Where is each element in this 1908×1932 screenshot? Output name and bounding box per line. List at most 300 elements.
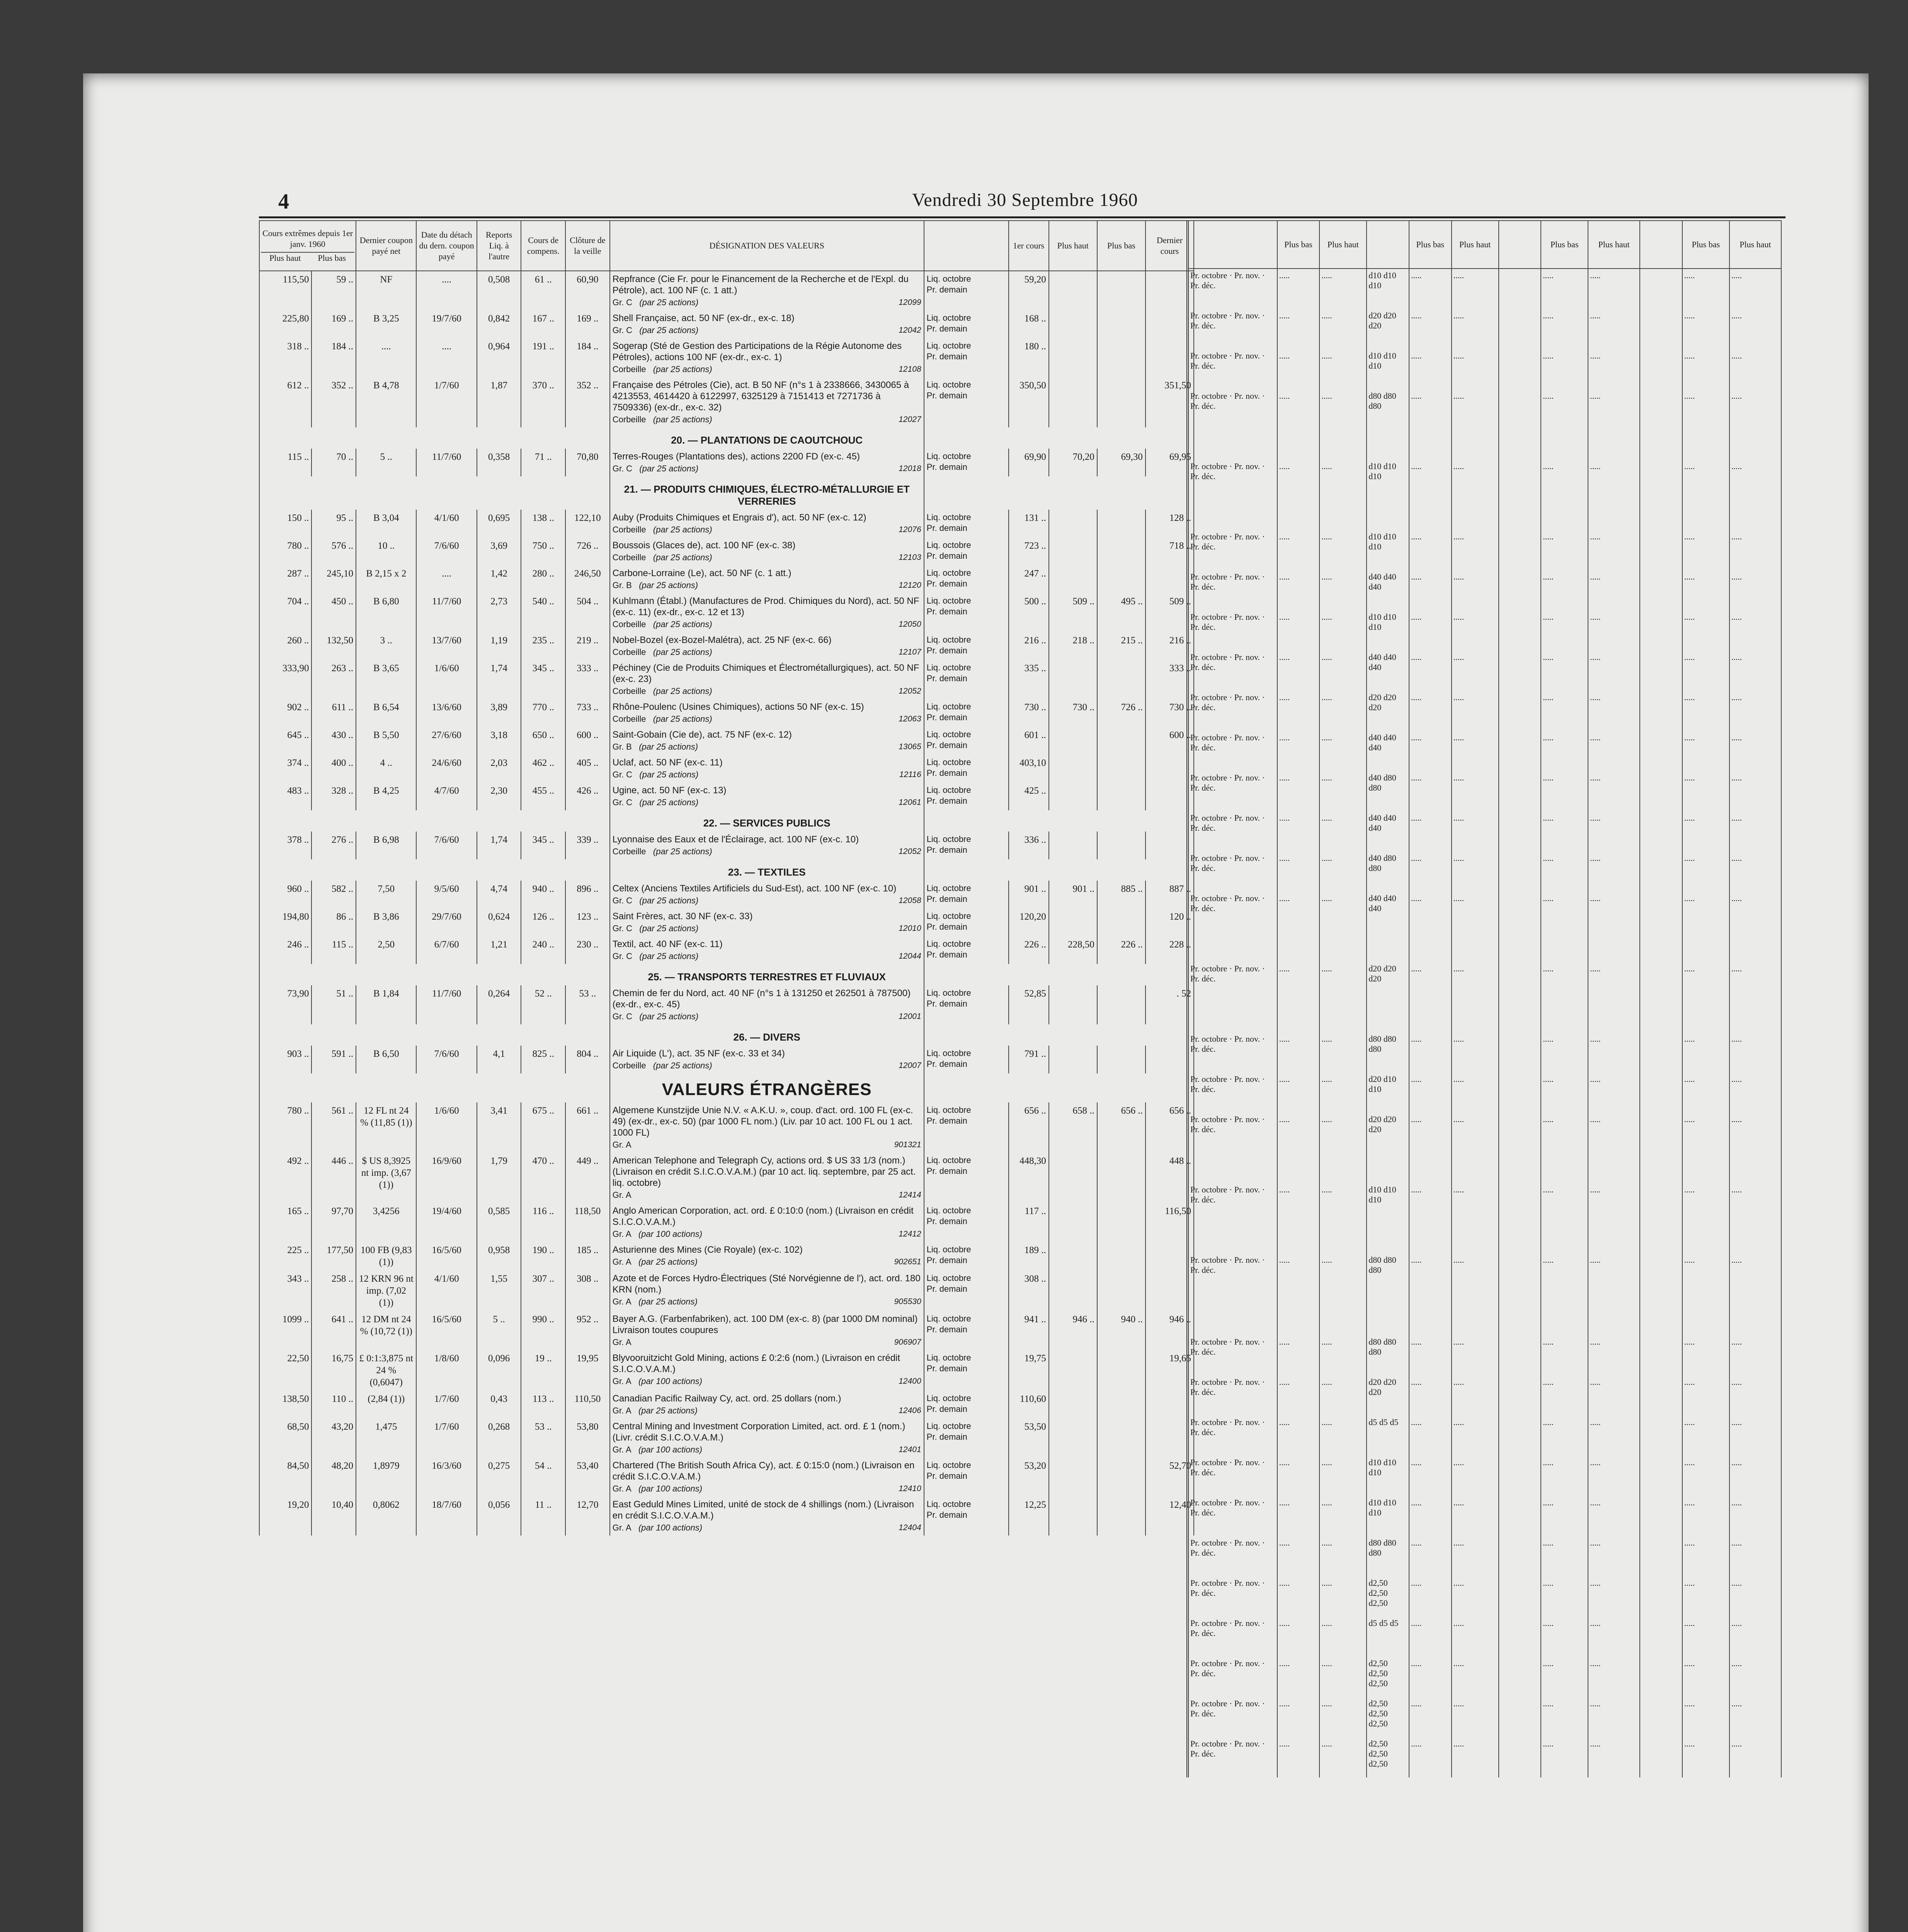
cell-liquidation: Liq. octobre Pr. demain — [924, 832, 1009, 859]
cell-opt — [1499, 731, 1541, 771]
market-line — [613, 1522, 921, 1533]
options-row — [1188, 1536, 1781, 1577]
section-title-row — [259, 476, 1194, 510]
cell-opt — [1499, 1416, 1541, 1456]
cell-date: 16/3/60 — [416, 1458, 477, 1497]
options-row — [1188, 852, 1781, 892]
cell-prime: d40 d40 d40 — [1367, 731, 1409, 771]
cell-compens: 940 .. — [521, 881, 565, 908]
cell-opt: ..... — [1409, 570, 1452, 611]
cell-mois: Pr. octobre · Pr. nov. · Pr. déc. — [1188, 1657, 1277, 1697]
options-row — [1188, 349, 1781, 389]
cell-cloture: 19,95 — [565, 1350, 610, 1391]
cell-plus-haut: 115 .. — [259, 449, 311, 476]
cell-plus-bas-jour — [1097, 1497, 1145, 1536]
market-line — [613, 846, 921, 857]
options-row — [1188, 1073, 1781, 1113]
cell-plus-bas-jour: 495 .. — [1097, 593, 1145, 632]
security-name: Lyonnaise des Eaux et de l'Éclairage, act. 100 NF (ex-c. 10) — [612, 834, 859, 845]
cell-compens: 770 .. — [521, 699, 565, 727]
cell-plus-bas-jour — [1097, 565, 1145, 593]
table-row — [259, 1270, 1194, 1311]
cell-opt — [1640, 530, 1682, 570]
cell-plus-bas-jour — [1097, 1242, 1145, 1270]
cell-plus-haut-jour — [1049, 1242, 1097, 1270]
cell-opt: ..... — [1682, 1376, 1729, 1416]
cell-plus-haut-jour: 946 .. — [1049, 1311, 1097, 1350]
cell-mois: Pr. octobre · Pr. nov. · Pr. déc. — [1188, 1617, 1277, 1657]
cell-opt: ..... — [1682, 1657, 1729, 1697]
cell-opt: ..... — [1729, 570, 1781, 611]
cell-plus-haut-jour — [1049, 660, 1097, 699]
opt-col-prime-1 — [1367, 221, 1409, 269]
cell-liquidation: Liq. octobre Pr. demain — [924, 1311, 1009, 1350]
cell-report: 2,73 — [477, 593, 521, 632]
lot-size: (par 25 actions) — [653, 847, 712, 856]
cell-opt — [1499, 811, 1541, 852]
cell-opt: ..... — [1682, 269, 1729, 309]
cell-date: 11/7/60 — [416, 985, 477, 1024]
security-code: 12414 — [899, 1190, 921, 1199]
market-group: Gr. A — [612, 1445, 631, 1454]
cell-opt: ..... — [1277, 1496, 1320, 1536]
market-line — [613, 1228, 921, 1240]
security-name: Azote et de Forces Hydro-Électriques (Sté Norvégienne de l'), act. ord. 180 KRN (nom.) — [612, 1273, 921, 1295]
cell-compens: 470 .. — [521, 1153, 565, 1203]
cell-designation — [610, 699, 924, 727]
cell-plus-bas: 48,20 — [311, 1458, 356, 1497]
security-name: Française des Pétroles (Cie), act. B 50 NF (n°s 1 à 2338666, 3430065 à 4213553, 4614420 à 6122997, 6325129 à 7151413 et 7271736 à 7509336) (ex-dr., ex-c. 32) — [612, 380, 909, 413]
cell-opt: ..... — [1541, 1496, 1588, 1536]
market-line — [613, 524, 921, 535]
cell-opt: ..... — [1277, 1536, 1320, 1577]
cell-cloture: 952 .. — [565, 1311, 610, 1350]
cell-designation — [610, 936, 924, 964]
cell-plus-bas: 86 .. — [311, 908, 356, 936]
lot-size: (par 100 actions) — [638, 1229, 703, 1239]
section-title: 26. — DIVERS — [610, 1024, 924, 1046]
cell-prime: d10 d10 d10 — [1367, 1456, 1409, 1496]
cell-opt: ..... — [1277, 1456, 1320, 1496]
cell-cloture: 53,80 — [565, 1418, 610, 1458]
cell-dernier-cours: 19,65 — [1145, 1350, 1194, 1391]
cell-plus-bas-jour — [1097, 727, 1145, 755]
cell-plus-bas: 450 .. — [311, 593, 356, 632]
cell-plus-haut-jour — [1049, 310, 1097, 338]
cell-opt: ..... — [1588, 530, 1640, 570]
cell-opt: ..... — [1541, 1376, 1588, 1416]
cell-opt: ..... — [1409, 691, 1452, 731]
market-group: Corbeille — [612, 847, 646, 856]
cell-opt: ..... — [1588, 349, 1640, 389]
cell-opt: ..... — [1319, 1183, 1367, 1223]
cell-plus-bas-jour — [1097, 1046, 1145, 1073]
lot-size: (par 25 actions) — [653, 647, 712, 657]
cell-plus-bas-jour — [1097, 985, 1145, 1024]
market-group: Gr. C — [612, 298, 633, 307]
cell-cloture: 110,50 — [565, 1391, 610, 1418]
cell-dernier-cours: 509 .. — [1145, 593, 1194, 632]
cell-plus-bas: 10,40 — [311, 1497, 356, 1536]
cell-liquidation: Liq. octobre Pr. demain — [924, 936, 1009, 964]
cell-dernier-cours: 600 .. — [1145, 727, 1194, 755]
cell-cloture: 352 .. — [565, 377, 610, 427]
cell-prime: d80 d80 d80 — [1367, 1536, 1409, 1577]
cell-opt: ..... — [1452, 269, 1499, 309]
cell-opt: ..... — [1277, 892, 1320, 932]
cell-designation — [610, 782, 924, 810]
cell-prime: d20 d10 d10 — [1367, 1073, 1409, 1113]
cell-opt: ..... — [1729, 1617, 1781, 1657]
cell-opt — [1640, 1335, 1682, 1376]
cell-opt: ..... — [1588, 460, 1640, 500]
cell-opt — [1640, 811, 1682, 852]
security-code: 12044 — [899, 952, 921, 961]
security-code: 12018 — [899, 464, 921, 473]
cell-opt: ..... — [1319, 651, 1367, 691]
table-row — [259, 782, 1194, 810]
cell-premier-cours: 656 .. — [1009, 1102, 1049, 1153]
cell-opt: ..... — [1541, 651, 1588, 691]
cell-date: 7/6/60 — [416, 537, 477, 565]
market-line — [613, 895, 921, 906]
cell-plus-haut-jour: 509 .. — [1049, 593, 1097, 632]
cell-opt: ..... — [1729, 1376, 1781, 1416]
opt-col-bas-2: Plus bas — [1409, 221, 1452, 269]
market-line — [613, 580, 921, 591]
cell-plus-bas: 276 .. — [311, 832, 356, 859]
cell-liquidation: Liq. octobre Pr. demain — [924, 1102, 1009, 1153]
security-code: 12027 — [899, 415, 921, 424]
cell-opt: ..... — [1319, 611, 1367, 651]
cell-report: 0,964 — [477, 338, 521, 377]
cell-plus-haut-jour — [1049, 1418, 1097, 1458]
cell-plus-haut-jour: 901 .. — [1049, 881, 1097, 908]
cell-compens: 190 .. — [521, 1242, 565, 1270]
cell-designation — [610, 755, 924, 782]
cell-plus-haut-jour: 730 .. — [1049, 699, 1097, 727]
cell-opt: ..... — [1409, 1577, 1452, 1617]
cell-opt: ..... — [1729, 892, 1781, 932]
cell-coupon: $ US 8,3925 nt imp. (3,67 (1)) — [356, 1153, 416, 1203]
options-row — [1188, 691, 1781, 731]
market-group: Corbeille — [612, 714, 646, 724]
cell-compens: 167 .. — [521, 310, 565, 338]
security-name: Repfrance (Cie Fr. pour le Financement de la Recherche et de l'Expl. du Pétrole), act. 100 NF (c. 1 att.) — [612, 274, 909, 296]
cell-plus-bas-jour — [1097, 1350, 1145, 1391]
cell-plus-haut: 333,90 — [259, 660, 311, 699]
opt-col-haut-4: Plus haut — [1729, 221, 1781, 269]
market-group: Corbeille — [612, 364, 646, 374]
cell-opt: ..... — [1682, 962, 1729, 1002]
cell-opt: ..... — [1729, 1697, 1781, 1737]
market-line — [613, 685, 921, 697]
cell-mois: Pr. octobre · Pr. nov. · Pr. déc. — [1188, 570, 1277, 611]
cell-cloture: 70,80 — [565, 449, 610, 476]
cell-plus-bas-jour: 885 .. — [1097, 881, 1145, 908]
lot-size: (par 25 actions) — [639, 951, 699, 961]
cell-opt: ..... — [1277, 1697, 1320, 1737]
cell-opt: ..... — [1409, 852, 1452, 892]
cell-liquidation: Liq. octobre Pr. demain — [924, 1391, 1009, 1418]
cell-opt: ..... — [1277, 1032, 1320, 1073]
cell-opt: ..... — [1588, 1536, 1640, 1577]
table-row — [259, 1418, 1194, 1458]
security-name: Uclaf, act. 50 NF (ex-c. 11) — [612, 757, 723, 768]
cell-opt: ..... — [1452, 460, 1499, 500]
cell-report: 0,43 — [477, 1391, 521, 1418]
cell-opt — [1640, 1657, 1682, 1697]
cell-opt: ..... — [1319, 1253, 1367, 1294]
cell-opt — [1640, 309, 1682, 349]
cell-opt: ..... — [1588, 1697, 1640, 1737]
cell-date: 6/7/60 — [416, 936, 477, 964]
options-row — [1188, 1416, 1781, 1456]
market-line — [613, 741, 921, 752]
lot-size: (par 100 actions) — [638, 1523, 703, 1532]
cell-designation — [610, 338, 924, 377]
cell-opt — [1499, 570, 1541, 611]
cell-report: 0,508 — [477, 271, 521, 310]
col-dernier-cours: Dernier cours — [1145, 221, 1194, 271]
cell-plus-haut: 165 .. — [259, 1203, 311, 1242]
cell-liquidation: Liq. octobre Pr. demain — [924, 1153, 1009, 1203]
cell-plus-haut-jour — [1049, 755, 1097, 782]
cell-coupon: 5 .. — [356, 449, 416, 476]
cell-opt — [1640, 1536, 1682, 1577]
cell-mois: Pr. octobre · Pr. nov. · Pr. déc. — [1188, 962, 1277, 1002]
security-code: 12401 — [899, 1445, 921, 1454]
cell-premier-cours: 730 .. — [1009, 699, 1049, 727]
cell-dernier-cours: 718 .. — [1145, 537, 1194, 565]
cell-plus-bas: 641 .. — [311, 1311, 356, 1350]
cell-plus-haut-jour — [1049, 1046, 1097, 1073]
cell-premier-cours: 131 .. — [1009, 510, 1049, 537]
cell-opt: ..... — [1409, 309, 1452, 349]
cell-premier-cours: 723 .. — [1009, 537, 1049, 565]
cell-plus-bas-jour — [1097, 377, 1145, 427]
cell-premier-cours: 52,85 — [1009, 985, 1049, 1024]
cell-opt: ..... — [1729, 530, 1781, 570]
market-group: Gr. C — [612, 770, 633, 779]
cell-opt: ..... — [1409, 1456, 1452, 1496]
cell-date: 4/1/60 — [416, 510, 477, 537]
market-group: Gr. C — [612, 325, 633, 335]
cell-opt: ..... — [1682, 1617, 1729, 1657]
cell-opt: ..... — [1277, 1253, 1320, 1294]
cell-opt: ..... — [1682, 1496, 1729, 1536]
cell-mois: Pr. octobre · Pr. nov. · Pr. déc. — [1188, 530, 1277, 570]
cell-mois: Pr. octobre · Pr. nov. · Pr. déc. — [1188, 611, 1277, 651]
cell-opt — [1499, 1113, 1541, 1153]
table-row — [259, 1153, 1194, 1203]
cell-report: 0,268 — [477, 1418, 521, 1458]
cell-prime: d20 d20 d20 — [1367, 309, 1409, 349]
cell-opt: ..... — [1277, 460, 1320, 500]
cell-opt: ..... — [1452, 1456, 1499, 1496]
cell-report: 1,74 — [477, 832, 521, 859]
section-title-row — [259, 1024, 1194, 1046]
cell-plus-haut: 492 .. — [259, 1153, 311, 1203]
security-name: Air Liquide (L'), act. 35 NF (ex-c. 33 et 34) — [612, 1048, 785, 1059]
cell-opt — [1499, 852, 1541, 892]
table-row — [259, 449, 1194, 476]
cell-opt: ..... — [1541, 1737, 1588, 1777]
lot-size: (par 25 actions) — [639, 325, 699, 335]
cell-plus-haut: 68,50 — [259, 1418, 311, 1458]
cell-liquidation: Liq. octobre Pr. demain — [924, 565, 1009, 593]
cell-plus-haut: 84,50 — [259, 1458, 311, 1497]
cell-opt: ..... — [1452, 1253, 1499, 1294]
cell-designation — [610, 271, 924, 310]
cell-opt — [1499, 1456, 1541, 1496]
cell-opt: ..... — [1409, 269, 1452, 309]
cell-opt: ..... — [1729, 962, 1781, 1002]
section-title: 21. — PRODUITS CHIMIQUES, ÉLECTRO-MÉTALLURGIE ET VERRERIES — [610, 476, 924, 510]
cell-opt: ..... — [1452, 1032, 1499, 1073]
cell-premier-cours: 59,20 — [1009, 271, 1049, 310]
cell-opt: ..... — [1541, 1335, 1588, 1376]
market-line — [613, 923, 921, 934]
cell-opt: ..... — [1409, 1657, 1452, 1697]
security-name: Sogerap (Sté de Gestion des Participations de la Régie Autonome des Pétroles), actions 100 NF (ex-dr., ex-c. 1) — [612, 341, 902, 362]
cell-opt: ..... — [1588, 611, 1640, 651]
cell-opt: ..... — [1682, 1183, 1729, 1223]
cell-plus-haut-jour — [1049, 338, 1097, 377]
cell-report: 3,41 — [477, 1102, 521, 1153]
cell-liquidation: Liq. octobre Pr. demain — [924, 727, 1009, 755]
cell-cloture: 333 .. — [565, 660, 610, 699]
cell-cloture: 661 .. — [565, 1102, 610, 1153]
cell-prime: d2,50 d2,50 d2,50 — [1367, 1657, 1409, 1697]
cell-compens: 61 .. — [521, 271, 565, 310]
section-title-row — [259, 427, 1194, 449]
cell-premier-cours: 189 .. — [1009, 1242, 1049, 1270]
cell-opt: ..... — [1588, 852, 1640, 892]
cell-plus-haut: 115,50 — [259, 271, 311, 310]
cell-date: 24/6/60 — [416, 755, 477, 782]
lot-size: (par 100 actions) — [638, 1484, 703, 1493]
cell-cloture: 185 .. — [565, 1242, 610, 1270]
cell-coupon: B 3,04 — [356, 510, 416, 537]
cell-opt — [1640, 1456, 1682, 1496]
cell-opt: ..... — [1682, 651, 1729, 691]
cell-mois: Pr. octobre · Pr. nov. · Pr. déc. — [1188, 811, 1277, 852]
cell-designation — [610, 310, 924, 338]
cell-premier-cours: 500 .. — [1009, 593, 1049, 632]
market-line — [613, 1444, 921, 1455]
cell-opt: ..... — [1409, 1335, 1452, 1376]
options-row — [1188, 731, 1781, 771]
cell-opt: ..... — [1452, 731, 1499, 771]
options-row — [1188, 1617, 1781, 1657]
cell-report: 0,275 — [477, 1458, 521, 1497]
cell-opt: ..... — [1588, 1577, 1640, 1617]
security-code: 902651 — [894, 1257, 921, 1266]
market-group: Gr. C — [612, 798, 633, 807]
cell-opt: ..... — [1541, 1456, 1588, 1496]
market-group: Corbeille — [612, 525, 646, 534]
cell-coupon: B 6,98 — [356, 832, 416, 859]
table-row — [259, 832, 1194, 859]
cell-liquidation: Liq. octobre Pr. demain — [924, 699, 1009, 727]
cell-plus-haut: 19,20 — [259, 1497, 311, 1536]
cell-opt: ..... — [1452, 611, 1499, 651]
cell-compens: 138 .. — [521, 510, 565, 537]
cell-opt: ..... — [1588, 389, 1640, 430]
cell-opt: ..... — [1729, 309, 1781, 349]
cell-mois: Pr. octobre · Pr. nov. · Pr. déc. — [1188, 1456, 1277, 1496]
cell-plus-bas: 561 .. — [311, 1102, 356, 1153]
cell-plus-bas-jour: 226 .. — [1097, 936, 1145, 964]
cell-coupon: B 2,15 x 2 — [356, 565, 416, 593]
cell-report: 0,695 — [477, 510, 521, 537]
options-row — [1188, 530, 1781, 570]
market-group: Gr. A — [612, 1523, 631, 1532]
cell-opt: ..... — [1682, 1737, 1729, 1777]
cell-opt — [1499, 530, 1541, 570]
cell-opt — [1640, 349, 1682, 389]
cell-mois: Pr. octobre · Pr. nov. · Pr. déc. — [1188, 1183, 1277, 1223]
cell-coupon: B 6,54 — [356, 699, 416, 727]
cell-prime: d40 d40 d40 — [1367, 811, 1409, 852]
cell-opt — [1499, 962, 1541, 1002]
cell-compens: 750 .. — [521, 537, 565, 565]
options-spacer-row — [1188, 932, 1781, 962]
cell-coupon: 4 .. — [356, 755, 416, 782]
cell-report: 3,69 — [477, 537, 521, 565]
market-line — [613, 769, 921, 780]
cell-liquidation: Liq. octobre Pr. demain — [924, 593, 1009, 632]
cell-opt — [1499, 892, 1541, 932]
col-cours-compens: Cours de compens. — [521, 221, 565, 271]
cell-plus-haut: 194,80 — [259, 908, 311, 936]
cell-opt: ..... — [1409, 1536, 1452, 1577]
cell-date: 11/7/60 — [416, 449, 477, 476]
cell-designation — [610, 985, 924, 1024]
security-code: 12050 — [899, 620, 921, 629]
opt-col-haut-1: Plus haut — [1319, 221, 1367, 269]
cell-designation — [610, 593, 924, 632]
table-row — [259, 593, 1194, 632]
market-group: Gr. A — [612, 1297, 631, 1306]
cell-mois: Pr. octobre · Pr. nov. · Pr. déc. — [1188, 1376, 1277, 1416]
cell-opt: ..... — [1541, 1113, 1588, 1153]
cell-compens: 19 .. — [521, 1350, 565, 1391]
cell-plus-bas-jour — [1097, 1153, 1145, 1203]
cell-premier-cours: 308 .. — [1009, 1270, 1049, 1311]
cell-coupon: 3 .. — [356, 632, 416, 660]
security-code: 12052 — [899, 687, 921, 696]
lot-size: (par 25 actions) — [639, 298, 699, 307]
cell-plus-bas: 591 .. — [311, 1046, 356, 1073]
table-row — [259, 727, 1194, 755]
cell-liquidation: Liq. octobre Pr. demain — [924, 782, 1009, 810]
cell-opt: ..... — [1319, 1617, 1367, 1657]
cell-opt — [1640, 1737, 1682, 1777]
cell-opt: ..... — [1729, 852, 1781, 892]
security-code: 12058 — [899, 896, 921, 905]
cell-opt: ..... — [1319, 309, 1367, 349]
cell-coupon: 100 FB (9,83 (1)) — [356, 1242, 416, 1270]
cell-prime: d20 d20 d20 — [1367, 691, 1409, 731]
cell-cloture: 219 .. — [565, 632, 610, 660]
cell-opt: ..... — [1319, 1577, 1367, 1617]
cell-opt: ..... — [1541, 389, 1588, 430]
quotes-body — [259, 271, 1194, 1536]
market-group: Corbeille — [612, 553, 646, 562]
cell-plus-bas-jour — [1097, 1203, 1145, 1242]
